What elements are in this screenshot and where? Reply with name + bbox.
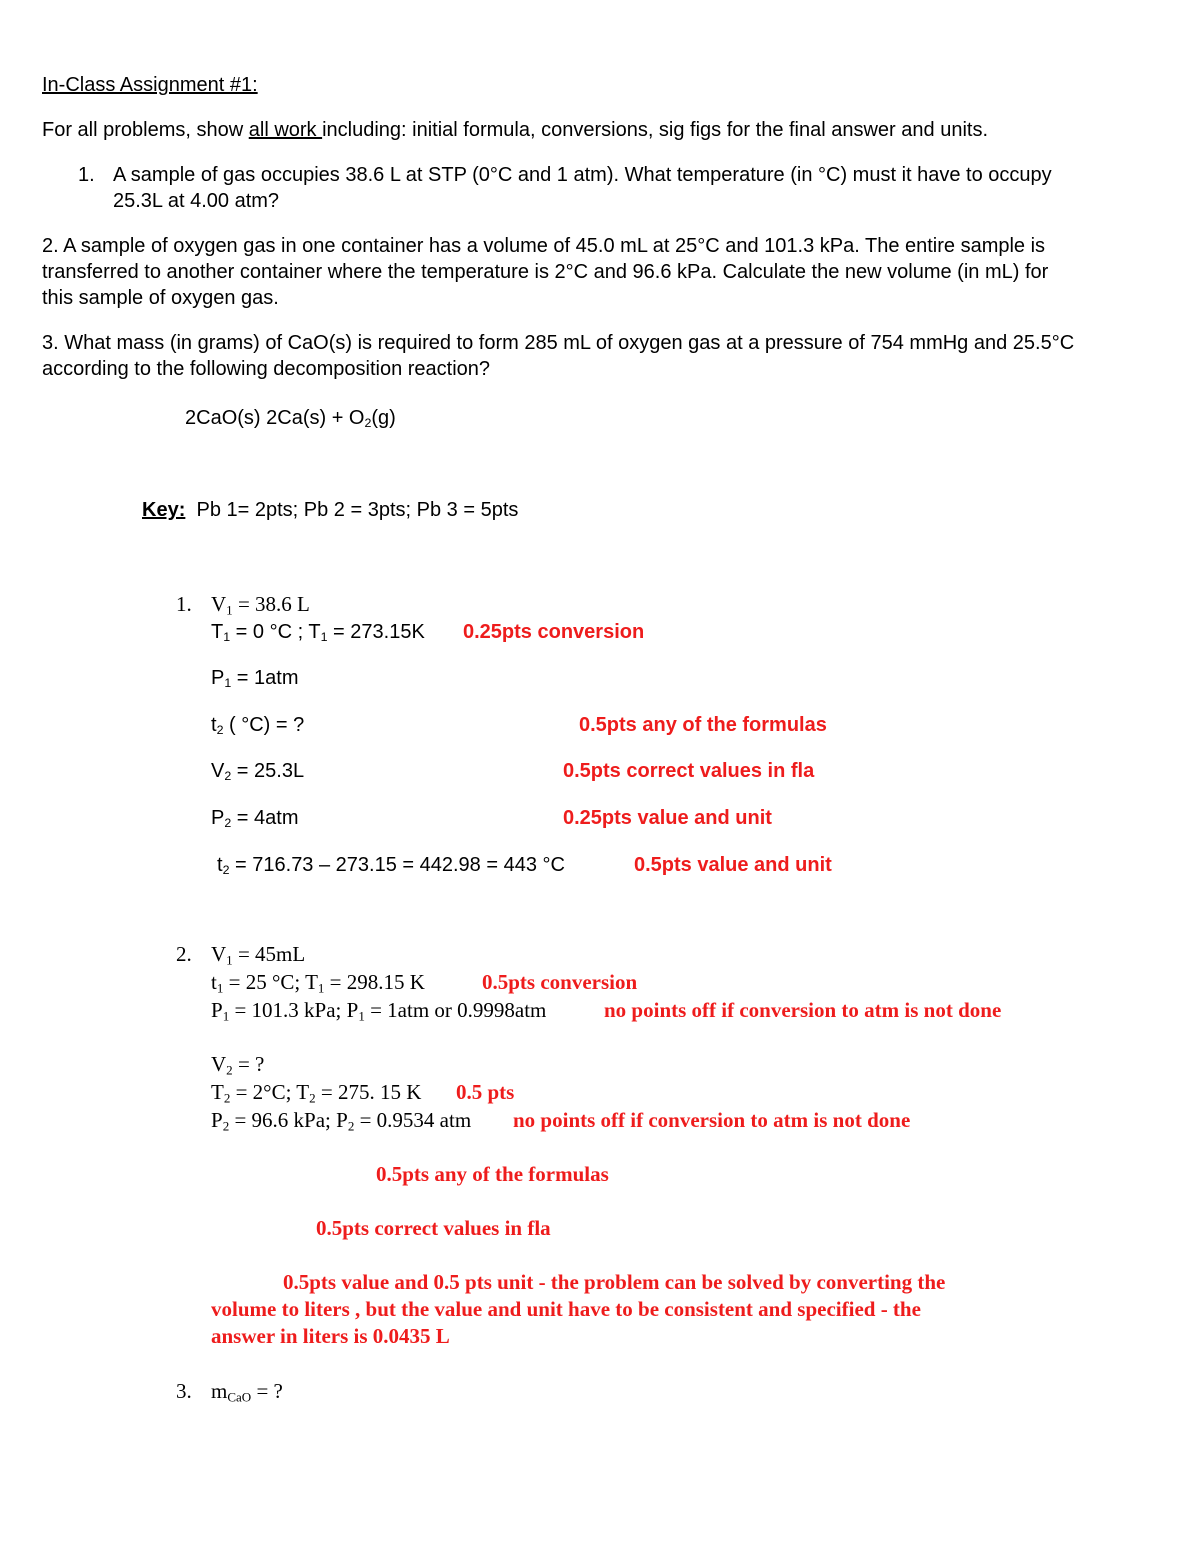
var: P [211,998,223,1022]
q2-line1: 2. A sample of oxygen gas in one container has a volume of 45.0 mL at 25°C and 101.3 kPa. The entire sample is [42,235,1046,257]
sol3-number: 3. [176,1379,192,1403]
var-val: = 101.3 kPa; P [229,998,359,1022]
var-val: = 0 °C ; T [230,621,321,643]
sol2-t2-points: 0.5 pts [456,1080,515,1104]
var-sub: 2 [226,1062,233,1078]
reaction-equation [185,405,396,431]
var-sub: 2 [347,1118,355,1134]
var-val: = 1atm or 0.9998atm [364,998,547,1022]
sol1-t1 [211,619,425,645]
key-text: Pb 1= 2pts; Pb 2 = 3pts; Pb 3 = 5pts [196,499,519,521]
var-val: = 25.3L [231,760,305,782]
var: V [211,760,225,782]
sol1-p2 [211,805,299,831]
sol3-mass [211,1378,283,1404]
sol2-p1-note: no points off if conversion to atm is not done [604,998,1002,1022]
sol2-final-note-line3: answer in liters is 0.0435 L [211,1324,450,1348]
q3-line2: according to the following decomposition reaction? [42,358,491,380]
sol2-p2 [211,1107,471,1133]
var: P [211,1108,223,1132]
var-sub: 2 [222,1118,230,1134]
instructions-suffix: including: initial formula, conversions, sig figs for the final answer and units. [322,119,988,141]
equation-left: 2CaO(s) 2Ca(s) + O [185,407,365,429]
var-sub: 1 [223,630,231,645]
instructions-emphasis: all work [248,119,323,141]
var-sub: 1 [317,980,325,996]
sol2-v1 [211,941,305,967]
sol1-v2 [211,758,304,784]
var-sub: CaO [227,1389,252,1405]
sol1-number: 1. [176,592,192,616]
var-val: = 4atm [231,807,299,829]
var: T [211,1080,224,1104]
var-sub: 2 [224,816,232,831]
var: t [211,714,217,736]
var-val: = 1atm [231,667,299,689]
instructions [42,117,988,143]
var: t [211,970,217,994]
sol1-v1 [211,591,310,617]
var: V [211,942,227,966]
var-val: = 298.15 K [324,970,425,994]
var-sub: 2 [223,1090,231,1106]
var-val: = 716.73 – 273.15 = 442.98 = 443 °C [229,854,565,876]
sol2-p1 [211,997,546,1023]
sol1-p2-points: 0.25pts value and unit [563,807,772,829]
var: P [211,807,225,829]
var-sub: 1 [320,630,328,645]
sol2-values-points: 0.5pts correct values in fla [316,1216,551,1240]
var-val: = 273.15K [327,621,425,643]
instructions-prefix: For all problems, show [42,119,249,141]
var-sub: 1 [224,676,232,691]
sol1-result [217,852,565,878]
var-sub: 2 [224,769,232,784]
grading-key [142,497,518,523]
var-val: = ? [251,1379,283,1403]
var-val: = 0.9534 atm [354,1108,472,1132]
var-val: = 38.6 L [232,592,310,616]
var: P [211,667,225,689]
sol1-p1 [211,665,299,691]
var-sub: 2 [222,863,230,878]
var-val: ( °C) = ? [223,714,305,736]
equation-right: (g) [371,407,396,429]
var-val: = 45mL [232,942,306,966]
equation-subscript: 2 [364,416,372,431]
q2-line3: this sample of oxygen gas. [42,287,279,309]
sol2-final-note-line1: 0.5pts value and 0.5 pts unit - the problem can be solved by converting the [283,1270,946,1294]
q1-line1: A sample of gas occupies 38.6 L at STP (0°C and 1 atm). What temperature (in °C) must it have to occupy [113,164,1052,186]
q2-line2: transferred to another container where the temperature is 2°C and 96.6 kPa. Calculate the new volume (in mL) for [42,261,1049,283]
sol2-formula-points: 0.5pts any of the formulas [376,1162,609,1186]
q1-number: 1. [78,164,95,186]
var-sub: 1 [216,980,224,996]
var: T [211,621,224,643]
sol1-t1-points: 0.25pts conversion [463,621,645,643]
sol1-result-points: 0.5pts value and unit [634,854,832,876]
var-val: = 275. 15 K [315,1080,422,1104]
var-sub: 1 [222,1008,230,1024]
sol1-t2 [211,712,304,738]
var-sub: 1 [358,1008,365,1024]
sol1-values-points: 0.5pts correct values in fla [563,760,815,782]
var-val: = 25 °C; T [223,970,318,994]
sol2-v2 [211,1051,264,1077]
sol2-p2-note: no points off if conversion to atm is not done [513,1108,911,1132]
sol2-final-note-line2: volume to liters , but the value and unit have to be consistent and specified - the [211,1297,921,1321]
var-sub: 2 [216,723,224,738]
sol2-t1-points: 0.5pts conversion [482,970,638,994]
sol2-t1 [211,969,425,995]
var: V [211,592,227,616]
var-sub: 1 [226,952,233,968]
sol2-t2 [211,1079,421,1105]
var-val: = 2°C; T [230,1080,310,1104]
var: m [211,1379,228,1403]
var-sub: 2 [309,1090,316,1106]
var-sub: 1 [226,602,233,618]
key-label: Key: [142,499,186,521]
q3-line1: 3. What mass (in grams) of CaO(s) is required to form 285 mL of oxygen gas at a pressure of 754 mmHg and 25.5°C [42,332,1075,354]
var-val: = ? [232,1052,265,1076]
var: t [217,854,223,876]
var-val: = 96.6 kPa; P [229,1108,348,1132]
sol1-formula-points: 0.5pts any of the formulas [579,714,827,736]
var: V [211,1052,227,1076]
q1-line2: 25.3L at 4.00 atm? [113,190,280,212]
sol2-number: 2. [176,942,192,966]
page-title: In-Class Assignment #1: [42,74,258,96]
